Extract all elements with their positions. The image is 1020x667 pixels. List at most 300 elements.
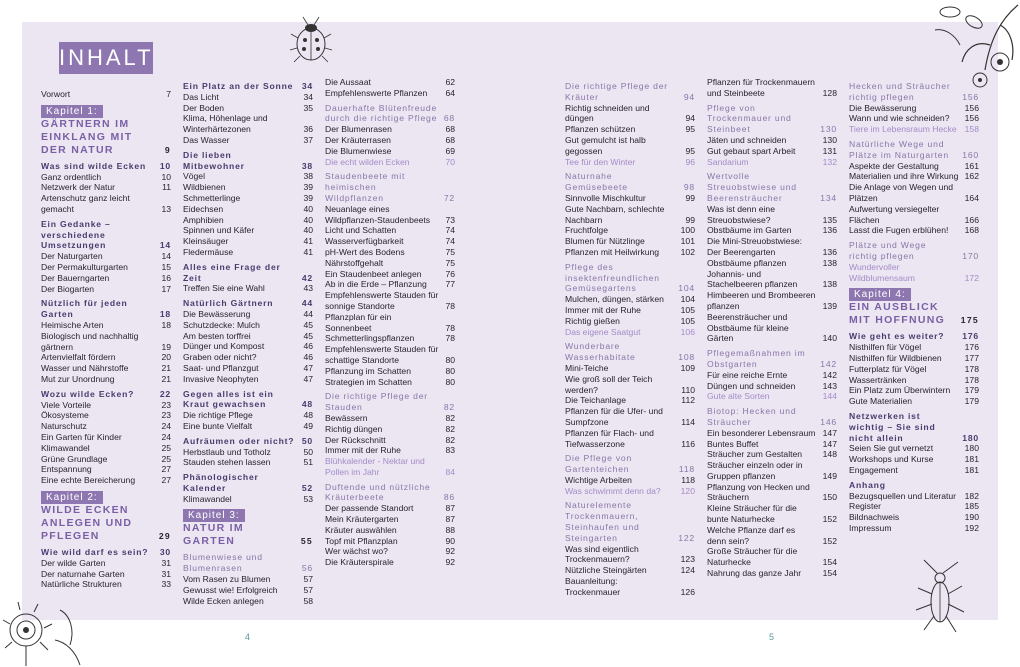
entry-page-number: 44	[303, 308, 313, 319]
entry-title: Kleine Sträucher für die bunte Naturhecke	[707, 503, 797, 525]
toc-entry	[565, 294, 695, 305]
entry-page-number: 23	[161, 399, 171, 410]
entry-page-number: 18	[161, 319, 171, 330]
entry-title: Immer mit der Ruhe	[325, 445, 401, 456]
entry-page-number: 56	[301, 563, 313, 574]
entry-title: Die Bewässerung	[849, 102, 917, 113]
entry-title: Jäten und schneiden	[707, 134, 787, 145]
entry-page-number: 95	[685, 124, 695, 135]
entry-page-number: 21	[161, 373, 171, 384]
toc-entry	[325, 204, 455, 226]
toc-entry	[183, 135, 313, 146]
toc-section	[325, 103, 455, 125]
toc-entry	[325, 135, 455, 146]
entry-page-number: 68	[443, 113, 455, 124]
entry-page-number: 73	[445, 214, 455, 225]
toc-entry	[183, 182, 313, 193]
entry-title: Dünger und Kompost	[183, 341, 265, 352]
entry-page-number: 58	[303, 595, 313, 606]
toc-entry	[325, 269, 455, 280]
entry-page-number: 134	[820, 192, 837, 203]
entry-title: Der Naturgarten	[41, 251, 103, 262]
entry-page-number: 35	[303, 102, 313, 113]
entry-title: Lasst die Fugen erblühen!	[849, 225, 949, 236]
entry-page-number: 21	[161, 363, 171, 374]
toc-entry	[41, 262, 171, 273]
entry-title: Naturnahe Gemüsebeete	[565, 171, 628, 193]
entry-title: Sinnvolle Mischkultur	[565, 192, 646, 203]
entry-title: Alles eine Frage der Zeit	[183, 261, 281, 283]
flower-illustration-bottom	[0, 590, 90, 667]
entry-title: Mini-Teiche	[565, 362, 609, 373]
entry-page-number: 24	[161, 431, 171, 442]
entry-title: Wer wächst wo?	[325, 546, 388, 557]
toc-entry	[325, 344, 455, 366]
toc-entry	[325, 146, 455, 157]
entry-page-number: 139	[822, 300, 837, 311]
entry-page-number: 39	[303, 182, 313, 193]
entry-page-number: 72	[443, 192, 455, 203]
entry-page-number: 53	[303, 493, 313, 504]
toc-entry	[41, 421, 171, 432]
toc-section	[183, 150, 313, 172]
entry-page-number: 176	[964, 342, 979, 353]
entry-page-number: 109	[680, 362, 695, 373]
entry-page-number: 164	[964, 192, 979, 203]
toc-section	[707, 171, 837, 203]
entry-title: Obstbäume im Garten	[707, 225, 792, 236]
entry-title: Gute alte Sorten	[707, 391, 770, 402]
toc-entry	[707, 312, 837, 344]
entry-page-number: 99	[685, 192, 695, 203]
entry-title: Ökosysteme	[41, 410, 89, 421]
entry-title: Stauden stehen lassen	[183, 457, 271, 468]
entry-title: Pflanzen schützen	[565, 124, 636, 135]
toc-section	[849, 139, 979, 161]
entry-title: Pflanzplan für ein Sonnenbeet	[325, 311, 392, 333]
entry-title: Nisthilfen für Wildbienen	[849, 352, 942, 363]
toc-section	[565, 171, 695, 193]
entry-title: Was schwimmt denn da?	[565, 485, 661, 496]
entry-title: Engagement	[849, 464, 898, 475]
entry-page-number: 136	[822, 246, 837, 257]
entry-page-number: 76	[445, 268, 455, 279]
entry-title: Empfehlenswerte Stauden für schattige Standorte	[325, 344, 439, 365]
entry-page-number: 158	[964, 124, 979, 135]
entry-title: Topf mit Pflanzplan	[325, 535, 398, 546]
toc-entry	[183, 225, 313, 236]
entry-page-number: 41	[303, 246, 313, 257]
entry-page-number: 152	[822, 535, 837, 546]
entry-title: Staudenbeete mit heimischen Wildpflanzen	[325, 171, 406, 203]
entry-page-number: 74	[445, 225, 455, 236]
entry-page-number: 50	[303, 446, 313, 457]
entry-page-number: 25	[161, 453, 171, 464]
entry-page-number: 27	[161, 464, 171, 475]
entry-title: Was sind eigentlich Trockenmauern?	[565, 543, 639, 565]
entry-page-number: 147	[822, 438, 837, 449]
entry-title: Mut zur Unordnung	[41, 373, 115, 384]
entry-title: Aufräumen oder nicht?	[183, 435, 295, 446]
toc-entry	[565, 247, 695, 258]
entry-page-number: 146	[820, 416, 837, 427]
entry-title: Gut gemulcht ist halb gegossen	[565, 134, 646, 156]
entry-page-number: 86	[443, 492, 455, 503]
entry-title: Wie wild darf es sein?	[41, 546, 149, 557]
entry-page-number: 126	[680, 586, 695, 597]
entry-title: Aufwertung versiegelter Flächen	[849, 203, 940, 225]
toc-entry	[41, 352, 171, 363]
toc-entry	[41, 464, 171, 475]
toc-entry	[41, 273, 171, 284]
toc-entry	[325, 333, 455, 344]
entry-page-number: 135	[822, 214, 837, 225]
toc-section	[325, 391, 455, 413]
entry-page-number: 94	[685, 113, 695, 124]
toc-entry	[707, 391, 837, 402]
entry-title: Netzwerken ist wichtig – Sie sind nicht allein	[849, 410, 936, 443]
entry-page-number: 108	[678, 352, 695, 363]
entry-title: Der Bauerngarten	[41, 272, 110, 283]
toc-entry	[565, 327, 695, 338]
entry-page-number: 45	[303, 330, 313, 341]
entry-title: Bauanleitung: Trockenmauer	[565, 576, 621, 597]
entry-title: Der Blumenrasen	[325, 124, 392, 135]
toc-entry	[565, 204, 695, 226]
toc-section	[325, 171, 455, 203]
entry-title: Netzwerk der Natur	[41, 182, 116, 193]
entry-title: Wunderbare Wasserhabitate	[565, 341, 636, 363]
toc-entry	[325, 413, 455, 424]
entry-title: Kräuter auswählen	[325, 524, 397, 535]
entry-page-number: 22	[159, 388, 171, 399]
entry-page-number: 179	[964, 385, 979, 396]
entry-page-number: 57	[303, 574, 313, 585]
entry-title: Neuanlage eines Wildpflanzen-Staudenbeets	[325, 203, 431, 225]
toc-entry	[565, 124, 695, 135]
toc-entry	[41, 284, 171, 295]
entry-title: Ein Platz an der Sonne	[183, 81, 294, 91]
entry-title: WILDE ECKEN ANLEGEN UND PFLEGEN	[41, 503, 133, 542]
toc-entry	[849, 465, 979, 476]
toc-entry	[325, 236, 455, 247]
entry-title: Hecken und Sträucher richtig pflegen	[849, 81, 951, 102]
entry-title: Herbstlaub und Totholz	[183, 446, 271, 457]
entry-page-number: 31	[161, 568, 171, 579]
entry-title: Große Sträucher für die Naturhecke	[707, 546, 798, 568]
toc-entry	[41, 251, 171, 262]
toc-entry	[849, 443, 979, 454]
entry-page-number: 116	[681, 438, 695, 449]
entry-page-number: 48	[301, 399, 313, 410]
entry-page-number: 104	[680, 294, 695, 305]
entry-title: Wertvolle Streuobstwiese und Beerensträucher	[707, 171, 797, 203]
entry-page-number: 105	[680, 304, 695, 315]
entry-page-number: 170	[962, 250, 979, 261]
entry-title: Der Permakulturgarten	[41, 261, 128, 272]
toc-entry	[849, 512, 979, 523]
entry-page-number: 20	[161, 352, 171, 363]
entry-page-number: 82	[443, 402, 455, 413]
entry-title: Himbeeren und Brombeeren pflanzen	[707, 290, 816, 311]
toc-entry	[183, 596, 313, 607]
entry-page-number: 132	[822, 156, 837, 167]
toc-entry	[183, 363, 313, 374]
entry-page-number: 39	[303, 192, 313, 203]
entry-title: Wundervoller Wildblumensaum	[849, 261, 915, 283]
toc-entry	[41, 331, 171, 353]
toc-entry	[183, 193, 313, 204]
entry-page-number: 92	[445, 546, 455, 557]
entry-title: Naturelemente Trockenmauern, Steinhaufen und Steingarten	[565, 500, 640, 543]
entry-page-number: 179	[964, 396, 979, 407]
toc-entry	[707, 568, 837, 579]
toc-entry	[41, 193, 171, 215]
entry-page-number: 47	[303, 373, 313, 384]
toc-entry	[707, 77, 837, 99]
entry-page-number: 27	[161, 475, 171, 486]
entry-title: Gute Nachbarn, schlechte Nachbarn	[565, 203, 665, 225]
entry-title: Nützliche Steingärten	[565, 565, 647, 576]
ladybug-illustration	[288, 14, 334, 66]
toc-entry	[325, 546, 455, 557]
toc-entry	[707, 236, 837, 258]
entry-title: Klimawandel	[41, 442, 90, 453]
entry-title: Dauerhafte Blütenfreude durch die richtige Pflege	[325, 102, 438, 124]
entry-title: Wann und wie schneiden?	[849, 113, 950, 124]
entry-title: Die richtige Pflege der Stauden	[325, 391, 428, 413]
entry-page-number: 118	[678, 464, 695, 475]
toc-entry	[565, 225, 695, 236]
entry-title: Nützlich für jeden Garten	[41, 298, 128, 320]
entry-title: Blühkalender - Nektar und Pollen im Jahr	[325, 456, 425, 477]
chapter-title	[41, 118, 171, 157]
entry-title: Was ist denn eine Streuobstwiese?	[707, 203, 775, 225]
toc-entry	[849, 262, 979, 284]
entry-page-number: 110	[681, 384, 695, 395]
toc-section	[41, 219, 171, 251]
toc-entry	[325, 225, 455, 236]
toc-entry	[565, 157, 695, 168]
entry-title: Die Aussaat	[325, 77, 371, 87]
entry-page-number: 10	[161, 171, 171, 182]
entry-title: Pflegemaßnahmen im Obstgarten	[707, 348, 806, 369]
entry-page-number: 142	[820, 358, 837, 369]
toc-section	[183, 81, 313, 92]
entry-title: Saat- und Pflanzgut	[183, 362, 259, 373]
entry-title: Naturschutz	[41, 421, 87, 432]
entry-title: Pflanzen für die Ufer- und Sumpfzone	[565, 406, 663, 427]
entry-page-number: 148	[822, 449, 837, 460]
entry-page-number: 102	[680, 246, 695, 257]
entry-page-number: 168	[964, 225, 979, 236]
toc-entry	[707, 546, 837, 568]
entry-page-number: 160	[962, 149, 979, 160]
entry-page-number: 123	[680, 554, 695, 565]
entry-title: Aspekte der Gestaltung	[849, 160, 939, 171]
toc-section	[183, 298, 313, 309]
entry-page-number: 80	[445, 354, 455, 365]
toc-entry	[41, 374, 171, 385]
entry-title: Wozu wilde Ecken?	[41, 388, 135, 399]
entry-page-number: 156	[964, 113, 979, 124]
entry-title: Der passende Standort	[325, 503, 414, 514]
entry-page-number: 180	[962, 432, 979, 443]
entry-title: Die lieben Mitbewohner	[183, 149, 245, 171]
entry-page-number: 150	[822, 492, 837, 503]
toc-section	[565, 341, 695, 363]
entry-page-number: 82	[445, 412, 455, 423]
toc-entry	[325, 424, 455, 435]
entry-page-number: 80	[445, 365, 455, 376]
entry-title: Der Kräuterrasen	[325, 134, 391, 145]
entry-page-number: 87	[445, 503, 455, 514]
entry-page-number: 48	[303, 410, 313, 421]
entry-page-number: 46	[303, 341, 313, 352]
toc-entry	[849, 204, 979, 226]
entry-page-number: 14	[161, 251, 171, 262]
entry-page-number: 10	[159, 160, 171, 171]
entry-title: Wie groß soll der Teich werden?	[565, 373, 653, 395]
entry-title: Das Licht	[183, 91, 219, 102]
entry-page-number: 185	[964, 501, 979, 512]
entry-page-number: 41	[303, 236, 313, 247]
toc-section	[41, 161, 171, 172]
entry-title: Biologisch und nachhaltig gärtnern	[41, 330, 139, 352]
toc-section	[41, 298, 171, 320]
toc-section	[707, 103, 837, 135]
entry-title: Schutzdecke: Mulch	[183, 319, 260, 330]
toc-entry	[849, 225, 979, 236]
entry-page-number: 57	[303, 584, 313, 595]
entry-title: Blumen für Nützlinge	[565, 236, 645, 247]
toc-entry	[325, 366, 455, 377]
toc-entry	[707, 449, 837, 460]
entry-title: Blumenwiese und Blumenrasen	[183, 552, 263, 574]
entry-title: Natürlich Gärtnern	[183, 298, 274, 309]
entry-title: Klimawandel	[183, 493, 232, 504]
entry-page-number: 9	[164, 144, 171, 155]
entry-title: Die Bewässerung	[183, 308, 251, 319]
entry-page-number: 124	[680, 565, 695, 576]
entry-title: Biotop: Hecken und Sträucher	[707, 406, 797, 427]
toc-entry	[565, 374, 695, 396]
toc-entry	[565, 363, 695, 374]
entry-page-number: 136	[822, 225, 837, 236]
toc-entry	[325, 157, 455, 168]
entry-title: Beerensträucher und Obstbäume für kleine Gärten	[707, 311, 789, 344]
entry-page-number: 190	[964, 512, 979, 523]
toc-entry	[41, 410, 171, 421]
entry-title: Materialien und ihre Wirkung	[849, 171, 959, 182]
toc-entry	[565, 428, 695, 450]
toc-entry	[183, 204, 313, 215]
toc-section	[849, 81, 979, 103]
entry-title: EIN AUSBLICK MIT HOFFNUNG	[849, 301, 946, 327]
entry-title: Eidechsen	[183, 203, 224, 214]
entry-title: Invasive Neophyten	[183, 373, 259, 384]
entry-page-number: 37	[303, 134, 313, 145]
entry-page-number: 31	[161, 557, 171, 568]
toc-entry	[183, 171, 313, 182]
entry-page-number: 131	[822, 145, 837, 156]
toc-entry	[707, 439, 837, 450]
entry-page-number: 112	[681, 395, 695, 406]
entry-title: Vom Rasen zu Blumen	[183, 574, 271, 585]
toc-entry	[325, 525, 455, 536]
toc-entry	[707, 290, 837, 312]
entry-title: Amphibien	[183, 214, 224, 225]
toc-entry	[325, 290, 455, 312]
entry-title: Natürliche Strukturen	[41, 579, 122, 590]
toc-entry	[707, 482, 837, 504]
entry-page-number: 47	[303, 362, 313, 373]
toc-section	[565, 262, 695, 294]
entry-page-number: 74	[445, 236, 455, 247]
entry-page-number: 147	[822, 427, 837, 438]
entry-title: Register	[849, 501, 881, 512]
entry-title: Bildnachweis	[849, 512, 900, 523]
toc-section	[41, 389, 171, 400]
toc-section	[41, 547, 171, 558]
entry-title: Düngen und schneiden	[707, 380, 796, 391]
toc-section	[565, 81, 695, 103]
entry-page-number: 140	[822, 333, 837, 344]
toc-section	[183, 552, 313, 574]
entry-title: Richtig gießen	[565, 315, 620, 326]
toc-column-5	[707, 77, 837, 579]
entry-title: Ab in die Erde – Pflanzung	[325, 279, 427, 290]
toc-entry	[325, 124, 455, 135]
entry-page-number: 42	[301, 272, 313, 283]
toc-entry	[41, 558, 171, 569]
toc-entry	[183, 331, 313, 342]
entry-page-number: 75	[445, 257, 455, 268]
entry-page-number: 13	[161, 203, 171, 214]
toc-section	[325, 482, 455, 504]
entry-page-number: 36	[303, 124, 313, 135]
toc-entry	[183, 585, 313, 596]
entry-page-number: 44	[301, 298, 313, 309]
toc-section	[849, 480, 979, 491]
entry-title: Die Mini-Streuobstwiese: Der Beerengarten	[707, 236, 803, 257]
entry-page-number: 17	[161, 283, 171, 294]
page-title: INHALT	[59, 42, 153, 74]
entry-page-number: 19	[161, 341, 171, 352]
entry-page-number: 161	[964, 160, 979, 171]
entry-title: Treffen Sie eine Wahl	[183, 283, 265, 294]
toc-entry	[565, 103, 695, 125]
toc-entry	[707, 204, 837, 226]
entry-page-number: 49	[303, 420, 313, 431]
entry-title: Fruchtfolge	[565, 225, 608, 236]
entry-page-number: 182	[964, 490, 979, 501]
entry-page-number: 87	[445, 514, 455, 525]
entry-title: Schmetterlinge	[183, 192, 241, 203]
entry-title: Mein Kräutergarten	[325, 514, 399, 525]
entry-title: Ein Gedanke – verschiedene Umsetzungen	[41, 218, 111, 251]
entry-title: Fledermäuse	[183, 246, 234, 257]
toc-entry	[849, 124, 979, 135]
entry-title: Pflanzen mit Heilwirkung	[565, 246, 660, 257]
entry-page-number: 34	[303, 91, 313, 102]
entry-title: Sträucher einzeln oder in Gruppen pflanzen	[707, 460, 803, 481]
entry-page-number: 18	[159, 309, 171, 320]
toc-section	[707, 348, 837, 370]
entry-page-number: 162	[964, 171, 979, 182]
entry-title: Graben oder nicht?	[183, 352, 257, 363]
entry-title: Entspannung	[41, 464, 92, 475]
